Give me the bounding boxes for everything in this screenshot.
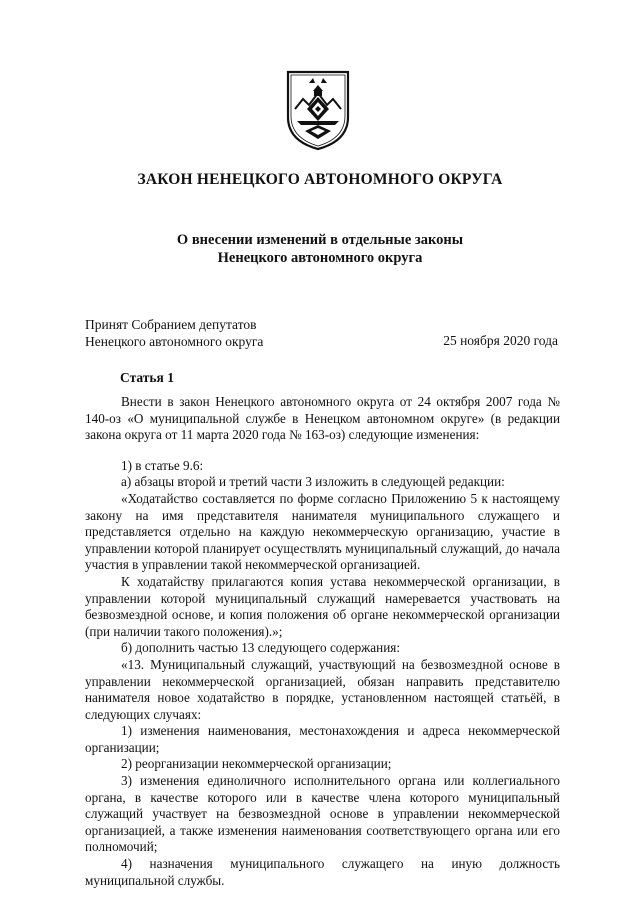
law-subtitle	[0, 231, 640, 267]
paragraph: 3) изменения единоличного исполнительного органа или коллегиального органа, в качестве которого или в качестве члена которого муниципальный служащий участвует на безвозмездной основе в управлении некоммерческой организацией, а также изменения наименования соответствующего органа или его полномочий;	[85, 773, 560, 855]
paragraph: Внести в закон Ненецкого автономного округа от 24 октября 2007 года № 140-оз «О муниципальной службе в Ненецком автономном округе» (в редакции закона округа от 11 марта 2020 года № 163-оз) следующие изменения:	[85, 394, 560, 443]
article-heading: Статья 1	[120, 370, 174, 385]
article-body	[85, 394, 560, 889]
adoption-date: 25 ноября 2020 года	[443, 333, 558, 348]
subtitle-line: Ненецкого автономного округа	[217, 250, 423, 266]
adopted-line: Принят Собранием депутатов	[85, 317, 257, 332]
paragraph: 4) назначения муниципального служащего на иную должность муниципальной службы.	[85, 856, 560, 888]
emblem-graphic	[285, 69, 351, 151]
coat-of-arms-icon	[285, 69, 351, 151]
paragraph: «Ходатайство составляется по форме согласно Приложению 5 к настоящему закону на имя представителя нанимателя муниципального служащего и представляется отдельно на каждую некоммерческую организацию, участие в управлении которой планирует осуществлять муниципальный служащий, до начала участия в управлении такой некоммерческой организацией.	[85, 490, 560, 573]
adopted-line: Ненецкого автономного округа	[85, 334, 264, 349]
paragraph: 1) изменения наименования, местонахождения и адреса некоммерческой организации;	[85, 723, 560, 755]
subtitle-line: О внесении изменений в отдельные законы	[176, 232, 464, 248]
law-title: ЗАКОН НЕНЕЦКОГО АВТОНОМНОГО ОКРУГА	[137, 171, 503, 188]
paragraph: а) абзацы второй и третий части 3 изложить в следующей редакции:	[121, 474, 505, 490]
paragraph: б) дополнить частью 13 следующего содержания:	[121, 640, 400, 656]
paragraph: «13. Муниципальный служащий, участвующий на безвозмездной основе в управлении некоммерческой организацией, обязан направить представителю нанимателя новое ходатайство в порядке, установленном настоящей статьёй, в следующих случаях:	[85, 656, 560, 722]
paragraph: 2) реорганизации некоммерческой организации;	[121, 756, 392, 772]
paragraph: К ходатайству прилагаются копия устава некоммерческой организации, в управлении которой муниципальный служащий намеревается участвовать на безвозмездной основе, и копия положения об органе некоммерческой организации (при наличии такого положения).»;	[85, 573, 560, 639]
paragraph: 1) в статье 9.6:	[121, 457, 204, 473]
adopted-by	[85, 316, 263, 350]
